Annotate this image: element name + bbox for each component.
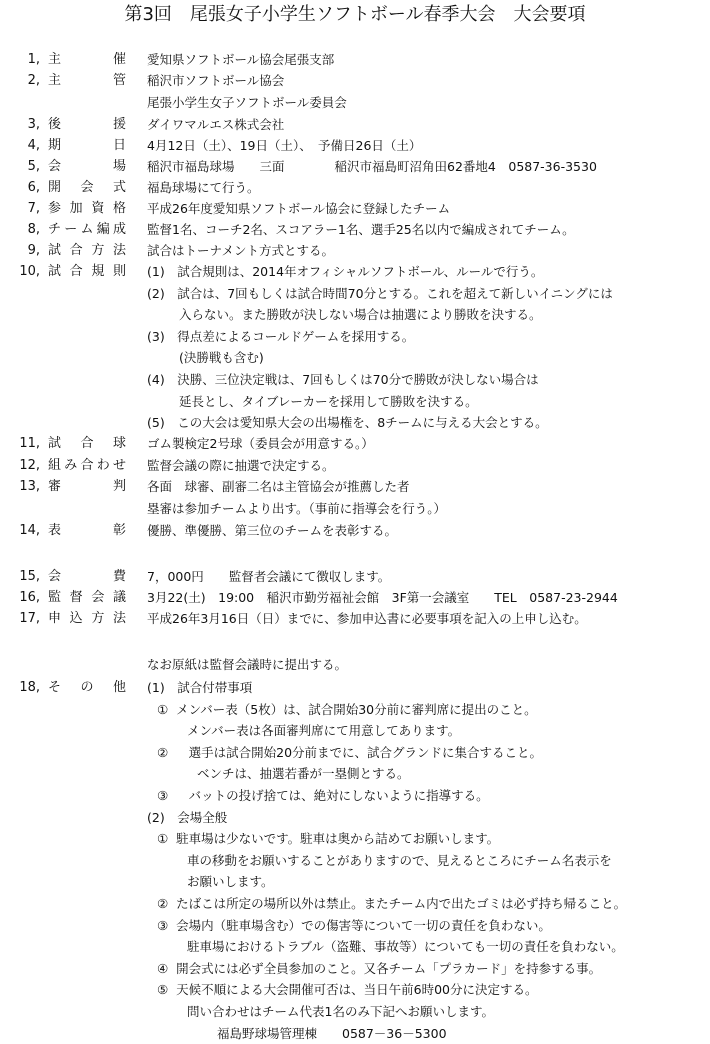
item-label-char: 督 bbox=[69, 590, 83, 605]
item-label-char: チ bbox=[48, 222, 62, 237]
item-label-char: 合 bbox=[80, 436, 94, 451]
item-label-char: ー bbox=[64, 222, 78, 237]
item-label bbox=[48, 157, 126, 177]
item-text-line: なお原紙は監督会議時に提出する。 bbox=[147, 657, 348, 672]
item-label-char: 日 bbox=[112, 138, 126, 153]
item-number: 11, bbox=[19, 436, 40, 451]
item-label-char: 込 bbox=[69, 611, 83, 626]
item-label-char: 加 bbox=[69, 201, 83, 216]
item-label bbox=[48, 136, 126, 156]
item-label-char: 開 bbox=[48, 180, 62, 195]
item-label-char: 催 bbox=[112, 52, 126, 67]
item-number: 8, bbox=[27, 222, 40, 237]
item-text-line: お願いします。 bbox=[187, 874, 274, 890]
item-number: 18, bbox=[19, 680, 40, 695]
item-label bbox=[48, 262, 126, 282]
item-label bbox=[48, 678, 126, 698]
item-text-line: 7，000円 監督者会議にて徴収します。 bbox=[147, 569, 391, 584]
item-text-line: ③ バットの投げ捨ては、絶対にしないように指導する。 bbox=[157, 788, 489, 803]
item-label-char: 合 bbox=[69, 264, 83, 279]
item-text-line: (3) 得点差によるコールドゲームを採用する。 bbox=[147, 328, 415, 344]
item-text-line: ① 駐車場は少ないです。駐車は奥から詰めてお願いします。 bbox=[157, 831, 500, 847]
item-label-char: 則 bbox=[112, 264, 126, 279]
item-label bbox=[48, 521, 126, 541]
item-number: 15, bbox=[19, 569, 40, 584]
item-text-line: 塁審は参加チームより出す。（事前に指導会を行う。） bbox=[147, 500, 447, 516]
item-text-line: 稲沢市ソフトボール協会 bbox=[147, 73, 285, 88]
item-text-line: 愛知県ソフトボール協会尾張支部 bbox=[147, 52, 335, 67]
item-label bbox=[48, 115, 126, 135]
item-number: 16, bbox=[19, 590, 40, 605]
item-label bbox=[48, 199, 126, 219]
item-text-line: 平成26年3月16日（日）までに、参加申込書に必要事項を記入の上申し込む。 bbox=[147, 611, 587, 626]
item-label-char: 監 bbox=[48, 590, 62, 605]
item-number: 10, bbox=[19, 264, 40, 279]
item-number: 1, bbox=[27, 52, 40, 67]
item-text-line: (1) 試合付帯事項 bbox=[147, 680, 253, 695]
item-text-line: (4) 決勝、三位決定戦は、7回もしくは70分で勝敗が決しない場合は bbox=[147, 372, 539, 387]
item-text-line: 平成26年度愛知県ソフトボール協会に登録したチーム bbox=[147, 201, 451, 216]
item-text-line: 車の移動をお願いすることがありますので、見えるところにチーム名表示を bbox=[187, 852, 612, 868]
item-text-line: ⑤ 天候不順による大会開催可否は、当日午前6時00分に決定する。 bbox=[157, 982, 538, 998]
item-text-line: ④ 開会式には必ず全員参加のこと。又各チーム「プラカード」を持参する事。 bbox=[157, 960, 602, 976]
item-text-line: ③ 会場内（駐車場含む）での傷害等について一切の責任を負わない。 bbox=[157, 917, 551, 933]
item-label-char: 試 bbox=[48, 264, 62, 279]
item-label-char: 規 bbox=[91, 264, 105, 279]
item-number: 13, bbox=[19, 479, 40, 494]
item-text-line: 問い合わせはチーム代表1名のみ下記へお願いします。 bbox=[187, 1004, 494, 1019]
item-text-line: メンバー表は各面審判席にて用意してあります。 bbox=[187, 723, 461, 739]
item-label-char: 他 bbox=[112, 680, 126, 695]
item-label bbox=[48, 220, 126, 240]
item-label bbox=[48, 241, 126, 261]
item-text-line: ダイワマルエス株式会社 bbox=[147, 117, 285, 132]
item-label bbox=[48, 567, 126, 587]
item-text-line: 4月12日（土）、19日（土）、 予備日26日（土） bbox=[147, 138, 422, 153]
item-text-line: 駐車場におけるトラブル（盗難、事故等）についても一切の責任を負わない。 bbox=[187, 939, 624, 955]
item-label bbox=[48, 434, 126, 454]
document-title: 第3回 尾張女子小学生ソフトボール春季大会 大会要項 bbox=[124, 4, 586, 25]
item-label-char: 試 bbox=[48, 436, 62, 451]
item-label-char: 後 bbox=[48, 117, 62, 132]
item-label bbox=[48, 609, 126, 629]
item-label bbox=[48, 588, 126, 608]
item-label-char: 式 bbox=[112, 180, 126, 195]
item-number: 9, bbox=[27, 243, 40, 258]
item-label-char: 格 bbox=[112, 201, 126, 216]
item-text-line: 監督会議の際に抽選で決定する。 bbox=[147, 458, 335, 473]
item-text-line: 福島球場にて行う。 bbox=[147, 180, 260, 195]
item-label bbox=[48, 50, 126, 70]
item-label-char: 期 bbox=[48, 138, 62, 153]
item-label-char: の bbox=[80, 680, 94, 695]
item-number: 17, bbox=[19, 611, 40, 626]
item-label-char: 会 bbox=[91, 590, 105, 605]
item-label bbox=[48, 477, 126, 497]
item-number: 7, bbox=[27, 201, 40, 216]
item-label-char: 会 bbox=[80, 180, 94, 195]
item-text-line: (2) 試合は、7回もしくは試合時間70分とする。これを超えて新しいイニングには bbox=[147, 285, 613, 301]
item-text-line: 優勝、準優勝、第三位のチームを表彰する。 bbox=[147, 523, 398, 538]
item-label-char: 彰 bbox=[112, 523, 126, 538]
item-text-line: ゴム製検定2号球（委員会が用意する。） bbox=[147, 436, 374, 451]
item-label-char: 合 bbox=[69, 243, 83, 258]
item-label-char: 援 bbox=[112, 117, 126, 132]
item-text-line: 各面 球審、副審二名は主管協会が推薦した者 bbox=[147, 479, 410, 494]
item-text-line: 尾張小学生女子ソフトボール委員会 bbox=[147, 94, 347, 110]
item-text-line: ② 選手は試合開始20分前までに、試合グランドに集合すること。 bbox=[157, 744, 543, 760]
item-label bbox=[48, 456, 126, 476]
item-label-char: せ bbox=[112, 458, 126, 473]
item-text-line: ② たばこは所定の場所以外は禁止。またチーム内で出たゴミは必ず持ち帰ること。 bbox=[157, 896, 627, 911]
item-text-line: 稲沢市福島球場 三面 稲沢市福島町沼角田62番地4 0587-36-3530 bbox=[147, 159, 597, 174]
item-label-char: 参 bbox=[48, 201, 62, 216]
item-label-char: 議 bbox=[112, 590, 126, 605]
item-label-char: 審 bbox=[48, 479, 62, 494]
item-number: 2, bbox=[27, 73, 40, 88]
item-label-char: ム bbox=[80, 222, 94, 237]
item-text-line: (2) 会場全般 bbox=[147, 809, 228, 825]
item-text-line: (決勝戦も含む) bbox=[179, 350, 264, 366]
item-label-char: 試 bbox=[48, 243, 62, 258]
item-label-char: わ bbox=[96, 458, 110, 473]
item-number: 6, bbox=[27, 180, 40, 195]
item-label bbox=[48, 178, 126, 198]
item-label-char: 管 bbox=[112, 73, 126, 88]
item-label-char: 資 bbox=[91, 201, 105, 216]
item-label-char: 費 bbox=[112, 569, 126, 584]
item-number: 3, bbox=[27, 117, 40, 132]
item-label-char: 表 bbox=[48, 523, 62, 538]
item-label-char: 成 bbox=[112, 222, 126, 237]
item-label-char: 法 bbox=[112, 243, 126, 258]
item-label-char: 編 bbox=[96, 222, 110, 237]
item-number: 4, bbox=[27, 138, 40, 153]
item-number: 5, bbox=[27, 159, 40, 174]
item-text-line: (5) この大会は愛知県大会の出場権を、8チームに与える大会とする。 bbox=[147, 415, 548, 431]
item-text-line: (1) 試合規則は、2014年オフィシャルソフトボール、ルールで行う。 bbox=[147, 264, 544, 279]
item-text-line: 3月22(土) 19:00 稲沢市勤労福祉会館 3F第一会議室 TEL 0587-23-2944 bbox=[147, 590, 618, 605]
item-label-char: 判 bbox=[112, 479, 126, 494]
item-text-line: 延長とし、タイブレーカーを採用して勝敗を決する。 bbox=[179, 393, 478, 409]
item-label-char: み bbox=[64, 458, 78, 473]
item-label-char: 法 bbox=[112, 611, 126, 626]
item-label-char: 球 bbox=[112, 436, 126, 451]
item-text-line: 監督1名、コーチ2名、スコアラー1名、選手25名以内で編成されてチーム。 bbox=[147, 222, 575, 237]
item-label-char: そ bbox=[48, 680, 62, 695]
item-label-char: 方 bbox=[91, 243, 105, 258]
item-label-char: 主 bbox=[48, 52, 62, 67]
item-label-char: 方 bbox=[91, 611, 105, 626]
item-label-char: 合 bbox=[80, 458, 94, 473]
item-text-line: 試合はトーナメント方式とする。 bbox=[147, 243, 335, 258]
item-text-line: 福島野球場管理棟 0587－36－5300 bbox=[217, 1025, 447, 1041]
item-label-char: 組 bbox=[48, 458, 62, 473]
item-text-line: 入らない。また勝敗が決しない場合は抽選により勝敗を決する。 bbox=[179, 307, 542, 323]
item-label-char: 主 bbox=[48, 73, 62, 88]
item-label bbox=[48, 71, 126, 91]
item-number: 12, bbox=[19, 458, 40, 473]
item-number: 14, bbox=[19, 523, 40, 538]
item-label-char: 場 bbox=[112, 159, 126, 174]
item-label-char: 申 bbox=[48, 611, 62, 626]
item-text-line: ベンチは、抽選若番が一塁側とする。 bbox=[197, 766, 410, 782]
item-label-char: 会 bbox=[48, 159, 62, 174]
item-label-char: 会 bbox=[48, 569, 62, 584]
item-text-line: ① メンバー表（5枚）は、試合開始30分前に審判席に提出のこと。 bbox=[157, 701, 537, 717]
